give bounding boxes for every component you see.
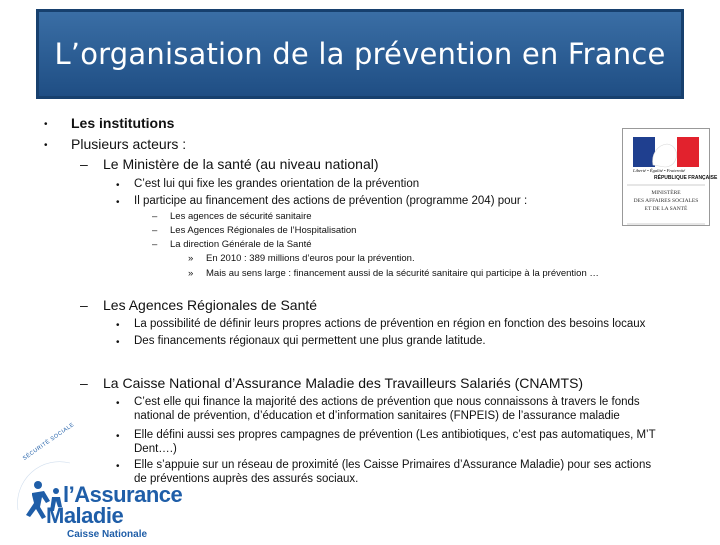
dash-marker: –: [80, 297, 88, 313]
bullet-marker: •: [116, 320, 120, 331]
dash-marker: –: [80, 156, 88, 172]
bullet-marker: •: [116, 431, 120, 442]
am-arc-text: SÉCURITÉ SOCIALE: [22, 421, 76, 462]
section-cnamts: La Caisse National d’Assurance Maladie des Travailleurs Salariés (CNAMTS): [103, 375, 584, 391]
ars-item: Des financements régionaux qui permettent une plus grande latitude.: [134, 335, 486, 347]
bullet-acteurs: Plusieurs acteurs :: [71, 136, 187, 152]
rf-ministry-line1: MINISTÈRE: [651, 190, 681, 196]
bullet-marker: •: [116, 337, 120, 348]
republique-francaise-logo: [622, 128, 718, 226]
ministere-sub-item: Les Agences Régionales de l’Hospitalisation: [170, 225, 357, 236]
raquo-marker: »: [188, 268, 194, 279]
dash-marker: –: [152, 211, 158, 222]
section-ministere: Le Ministère de la santé (au niveau national): [103, 156, 379, 172]
rf-ministry-line2: DES AFFAIRES SOCIALES: [633, 198, 699, 204]
rf-country: RÉPUBLIQUE FRANÇAISE: [654, 175, 718, 181]
bullet-marker: •: [116, 398, 120, 409]
ministere-item: Il participe au financement des actions de prévention (programme 204) pour :: [134, 195, 528, 207]
cnamts-item-line: Elle s’appuie sur un réseau de proximité (les Caisse Primaires d’Assurance Maladie) pour ses actions: [134, 459, 652, 471]
bullet-marker: •: [44, 140, 48, 151]
ministere-item: C’est lui qui fixe les grandes orientation de la prévention: [134, 178, 420, 190]
cnamts-item-line: Elle défini aussi ses propres campagnes de prévention (Les antibiotiques, c’est pas automatiques, M’T: [134, 429, 656, 441]
dash-marker: –: [152, 225, 158, 236]
section-ars: Les Agences Régionales de Santé: [103, 297, 318, 313]
bullet-marker: •: [116, 180, 120, 191]
am-name-line2: Maladie: [46, 503, 124, 528]
ministere-sub-item: Les agences de sécurité sanitaire: [170, 211, 312, 222]
cnamts-item-line: national de prévention, d’éducation et d’information sanitaires (FNPEIS) de l’assurance maladie: [134, 410, 620, 422]
dash-marker: –: [152, 239, 158, 250]
bullet-institutions: Les institutions: [71, 115, 175, 131]
bullet-marker: •: [116, 461, 120, 472]
am-subtitle: Caisse Nationale: [67, 529, 148, 540]
bullet-marker: •: [44, 119, 48, 130]
cnamts-item-line: Dent….): [134, 443, 177, 455]
ministere-subsub-item: En 2010 : 389 millions d’euros pour la prévention.: [206, 253, 415, 264]
dash-marker: –: [80, 375, 88, 391]
rf-motto: Liberté • Égalité • Fraternité: [633, 168, 686, 173]
cnamts-item-line: C’est elle qui finance la majorité des actions de prévention que nous connaissons à travers le fonds: [134, 396, 640, 408]
raquo-marker: »: [188, 253, 194, 264]
ministere-sub-item: La direction Générale de la Santé: [170, 239, 312, 250]
cnamts-item-line: de préventions auprès des assurés sociaux.: [134, 473, 359, 485]
ars-item: La possibilité de définir leurs propres actions de prévention en région en fonction des besoins locaux: [134, 318, 646, 330]
ministere-subsub-item: Mais au sens large : financement aussi de la sécurité sanitaire qui participe à la prévention …: [206, 268, 599, 279]
page-title: L’organisation de la prévention en France: [54, 37, 666, 71]
am-name-line1: l’Assurance: [63, 482, 183, 507]
rf-ministry-line3: ET DE LA SANTÉ: [644, 206, 688, 212]
bullet-marker: •: [116, 197, 120, 208]
